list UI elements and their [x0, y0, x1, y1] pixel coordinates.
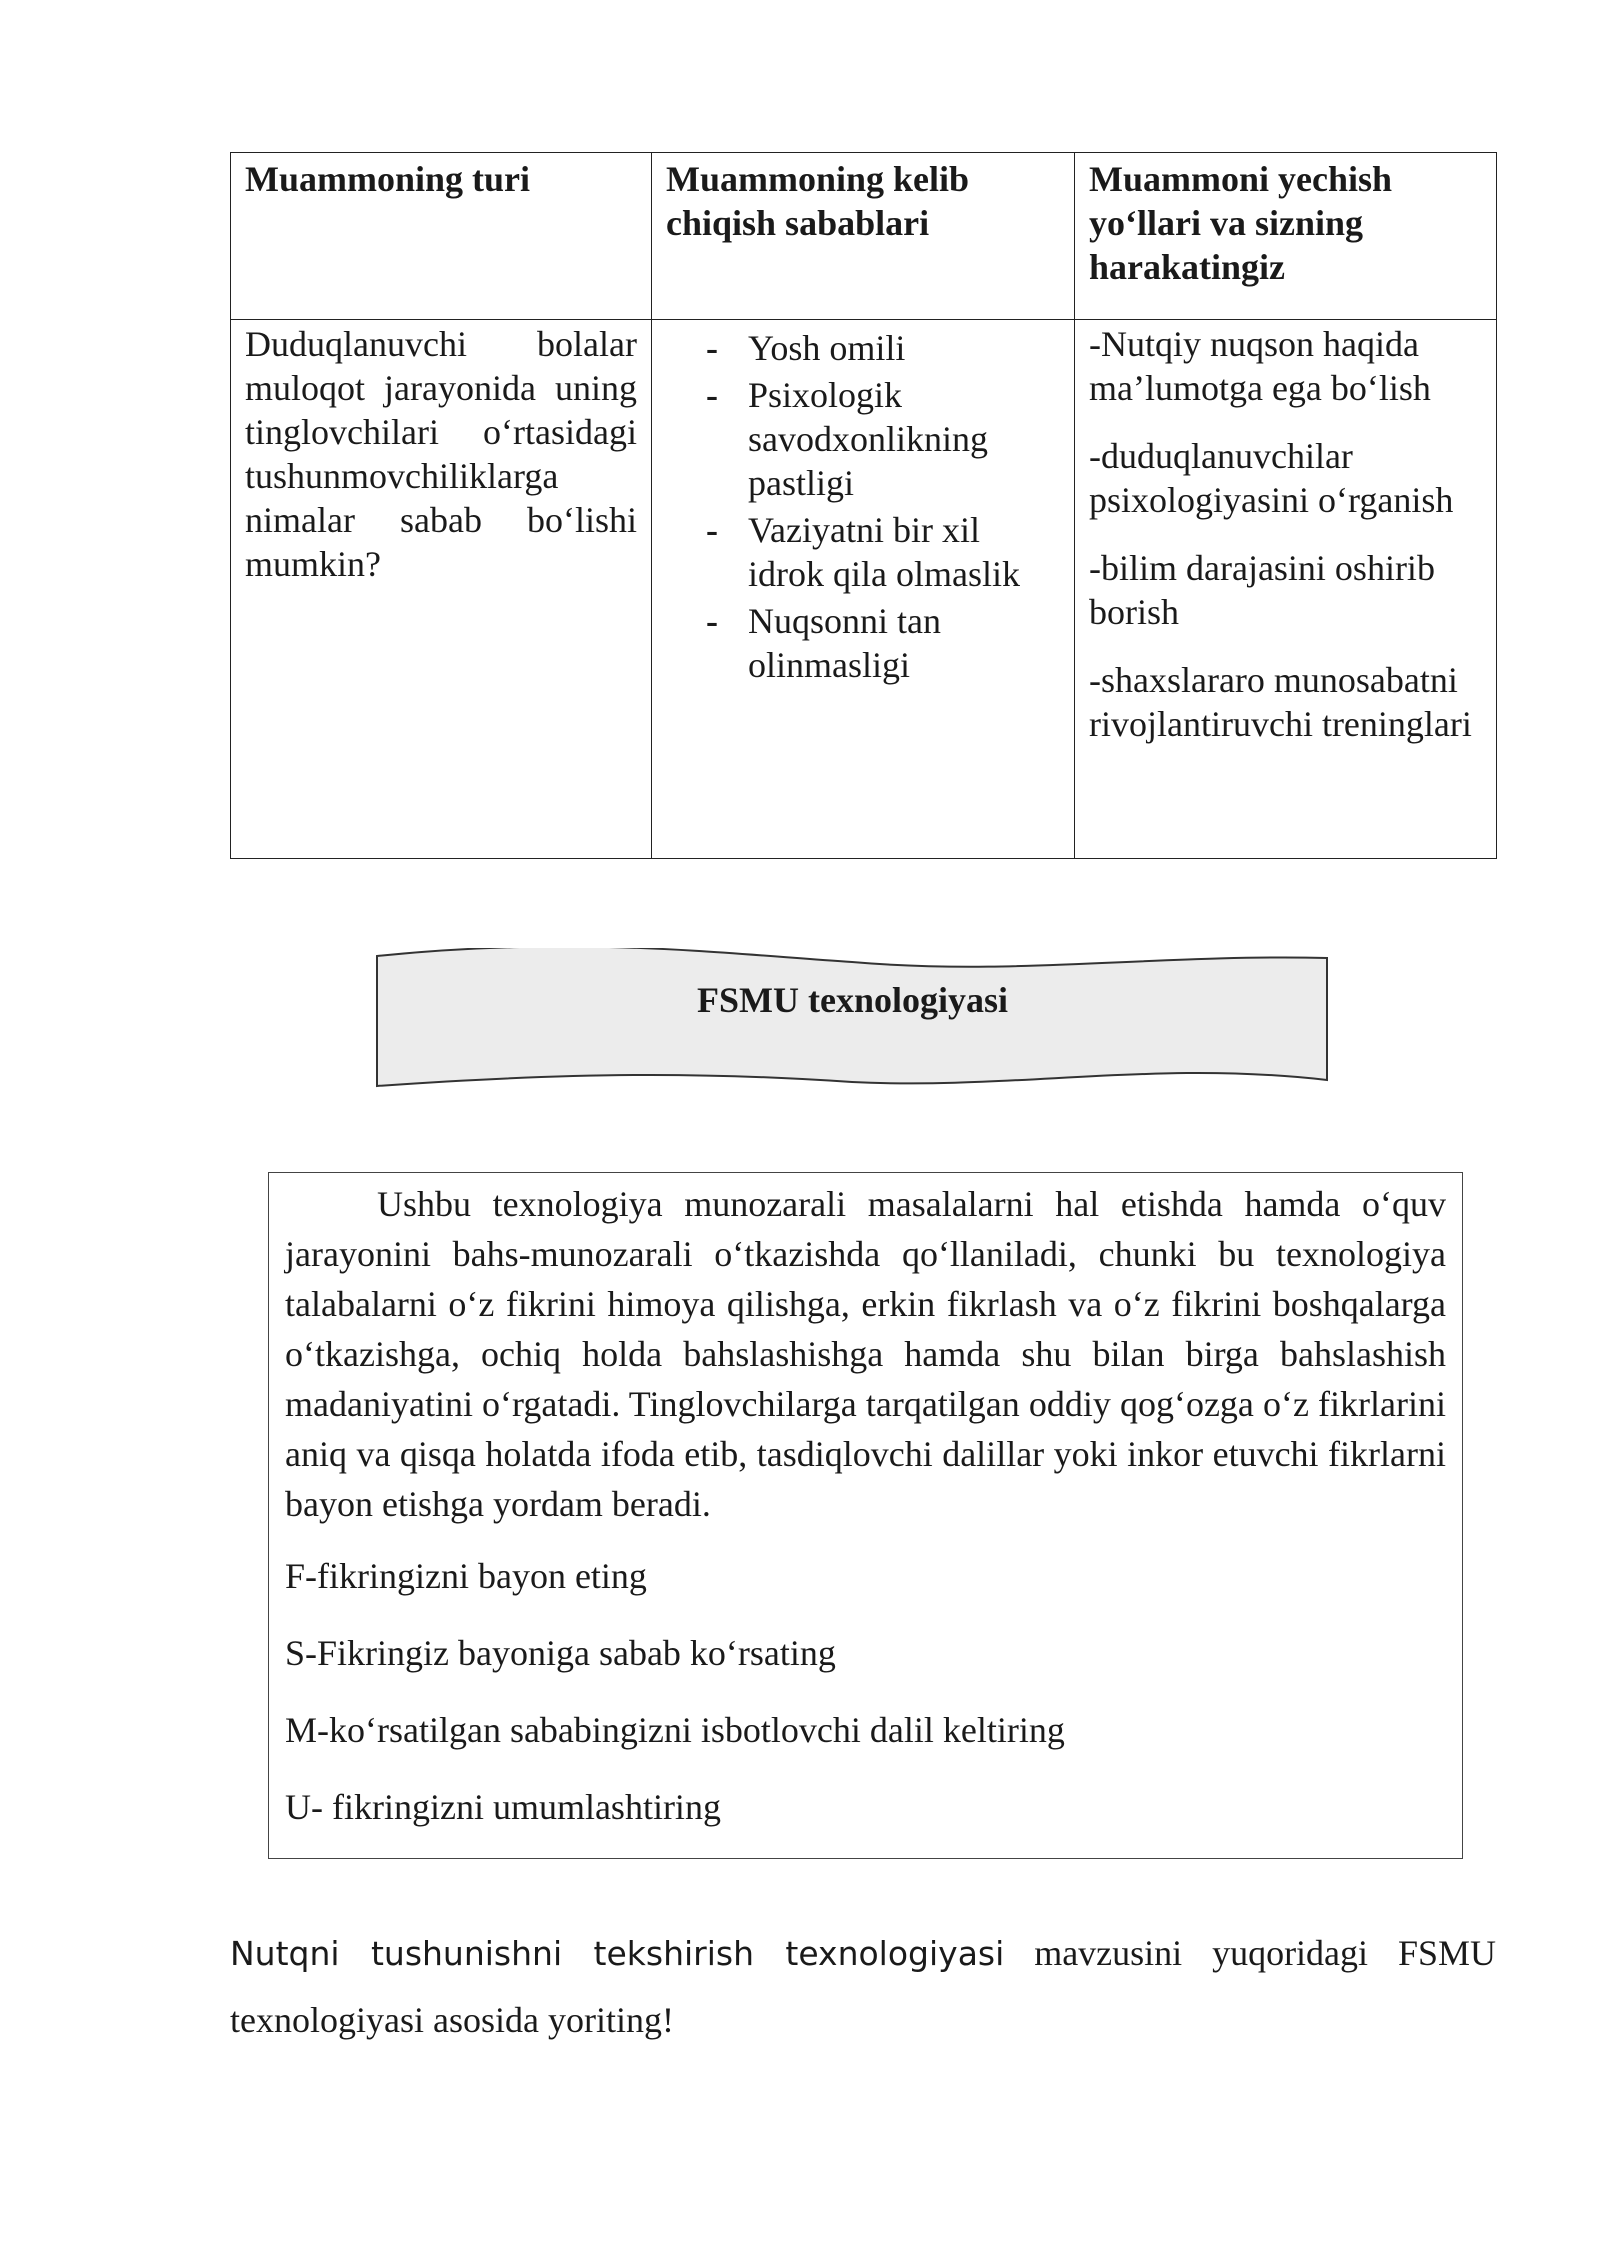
list-item [706, 599, 1060, 687]
fsmu-step: U- fikringizni umumlashtiring [285, 1787, 721, 1827]
table-header-row [231, 153, 1497, 320]
solution-item: -shaxslararo munosabatni rivojlantiruvchi treninglari [1089, 660, 1472, 744]
header-problem-solutions: Muammoni yechish yo‘llari va sizning harakatingiz [1075, 153, 1497, 320]
dash-bullet: - [706, 601, 718, 641]
problem-cell: Duduqlanuvchi bolalar muloqot jarayonida uning tinglovchilari o‘rtasidagi tushunmovchiliklarga nimalar sabab bo‘lishi mumkin? [231, 320, 652, 859]
fsmu-step: F-fikringizni bayon eting [285, 1556, 647, 1596]
list-item [706, 373, 1060, 505]
header-problem-causes: Muammoning kelib chiqish sabablari [652, 153, 1075, 320]
fsmu-banner [375, 948, 1330, 1090]
fsmu-description: Ushbu texnologiya munozarali masalalarni hal etishda hamda o‘quv jarayonini bahs-munozarali o‘tkazishda qo‘llaniladi, chunki bu texnologiya talabalarni o‘z fikrini himoya qilishga, erkin fikrlash va o‘z fikrini boshqalarga o‘tkazishga, ochiq holda bahslashishga hamda shu bilan birga bahslashish madaniyatini o‘rgatadi. Tinglovchilarga tarqatilgan oddiy qog‘ozga o‘z fikrlarini aniq va qisqa holatda ifoda etib, tasdiqlovchi dalillar yoki inkor etuvchi fikrlarni bayon etishga yordam beradi. [285, 1184, 1446, 1524]
cause-text: Nuqsonni tan olinmasligi [748, 601, 941, 685]
cause-text: Psixologik savodxonlikning pastligi [748, 375, 988, 503]
fsmu-step: S-Fikringiz bayoniga sabab ko‘rsating [285, 1633, 836, 1673]
dash-bullet: - [706, 375, 718, 415]
table-row [231, 320, 1497, 859]
list-item [706, 326, 1060, 370]
solution-item: -Nutqiy nuqson haqida ma’lumotga ega bo‘lish [1089, 324, 1431, 408]
solution-item: -bilim darajasini oshirib borish [1089, 548, 1435, 632]
fsmu-description-box [268, 1172, 1463, 1859]
cause-text: Vaziyatni bir xil idrok qila olmaslik [748, 510, 1020, 594]
solution-item: -duduqlanuvchilar psixologiyasini o‘rganish [1089, 436, 1454, 520]
task-instruction: mavzusini yuqoridagi FSMU texnologiyasi asosida yoriting! [230, 1933, 1497, 2040]
list-item [706, 508, 1060, 596]
dash-bullet: - [706, 510, 718, 550]
cause-text: Yosh omili [748, 328, 906, 368]
causes-list [666, 322, 1060, 687]
banner-title: FSMU texnologiyasi [697, 980, 1008, 1020]
task-paragraph [230, 1920, 1496, 2054]
task-topic: Nutqni tushunishni tekshirish texnologiyasi [230, 1934, 1005, 1973]
solutions-cell [1075, 320, 1497, 859]
fsmu-step: M-ko‘rsatilgan sababingizni isbotlovchi dalil keltiring [285, 1710, 1065, 1750]
header-problem-type: Muammoning turi [231, 153, 652, 320]
dash-bullet: - [706, 328, 718, 368]
causes-cell [652, 320, 1075, 859]
problem-table [230, 152, 1497, 859]
